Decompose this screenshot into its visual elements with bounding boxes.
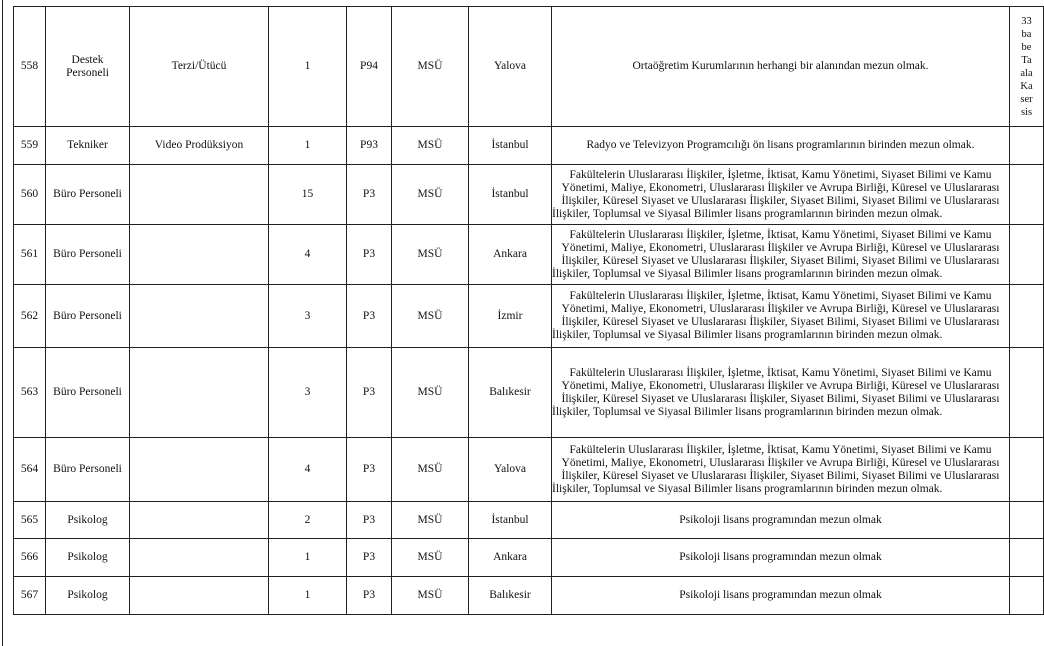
table-row (14, 165, 1044, 225)
note-line: ba (1021, 28, 1032, 40)
note-line: be (1021, 41, 1032, 53)
branch (130, 577, 269, 615)
city: Yalova (469, 7, 552, 127)
city: Ankara (469, 539, 552, 577)
position-count: 1 (269, 577, 347, 615)
requirement-line: Yönetimi, Maliye, Ekonometri, Uluslararası İlişkiler ve Avrupa Birliği, Küresel ve Uluslararası (561, 241, 1000, 254)
requirement (552, 438, 1010, 502)
unit: MSÜ (392, 502, 469, 539)
note-line: Ta (1021, 54, 1032, 66)
requirement: Radyo ve Televizyon Programcılığı ön lisans programlarının birinden mezun olmak. (552, 127, 1010, 165)
requirement: Ortaöğretim Kurumlarının herhangi bir alanından mezun olmak. (552, 7, 1010, 127)
note-cell (1010, 285, 1044, 348)
requirement-line: Fakültelerin Uluslararası İlişkiler, İşletme, İktisat, Kamu Yönetimi, Siyaset Bilimi ve Kamu (569, 228, 992, 241)
position-count: 1 (269, 7, 347, 127)
note-cell (1010, 7, 1044, 127)
note-cell (1010, 225, 1044, 285)
branch (130, 225, 269, 285)
requirement-line: İlişkiler, Küresel Siyaset ve Uluslararası İlişkiler, Siyaset Bilimi, Siyaset Bilimi ve Uluslararası (561, 194, 1000, 207)
city: Balıkesir (469, 348, 552, 438)
branch (130, 438, 269, 502)
qualification-code: P3 (347, 438, 392, 502)
note-line: 33 (1021, 15, 1032, 27)
requirement-line: Yönetimi, Maliye, Ekonometri, Uluslararası İlişkiler ve Avrupa Birliği, Küresel ve Uluslararası (561, 303, 1000, 315)
unit: MSÜ (392, 285, 469, 348)
row-number: 567 (14, 577, 46, 615)
city: Yalova (469, 438, 552, 502)
note-cell (1010, 539, 1044, 577)
qualification-code: P94 (347, 7, 392, 127)
unit: MSÜ (392, 438, 469, 502)
branch: Video Prodüksiyon (130, 127, 269, 165)
position-title: Psikolog (46, 539, 130, 577)
requirement (552, 165, 1010, 225)
note-cell (1010, 502, 1044, 539)
note-cell (1010, 348, 1044, 438)
requirement-line: Yönetimi, Maliye, Ekonometri, Uluslararası İlişkiler ve Avrupa Birliği, Küresel ve Uluslararası (561, 456, 1000, 469)
table-row (14, 577, 1044, 615)
table-row (14, 438, 1044, 502)
unit: MSÜ (392, 7, 469, 127)
position-title: Büro Personeli (46, 438, 130, 502)
city: İstanbul (469, 165, 552, 225)
note-cell (1010, 438, 1044, 502)
row-number: 565 (14, 502, 46, 539)
table-row (14, 502, 1044, 539)
branch (130, 539, 269, 577)
requirement-line: Yönetimi, Maliye, Ekonometri, Uluslararası İlişkiler ve Avrupa Birliği, Küresel ve Uluslararası (561, 379, 1000, 392)
qualification-code: P3 (347, 225, 392, 285)
note-line: ser (1020, 93, 1033, 105)
qualification-code: P3 (347, 502, 392, 539)
qualification-code: P93 (347, 127, 392, 165)
city: İzmir (469, 285, 552, 348)
requirement: Psikoloji lisans programından mezun olmak (552, 502, 1010, 539)
row-number: 566 (14, 539, 46, 577)
requirement-line: Fakültelerin Uluslararası İlişkiler, İşletme, İktisat, Kamu Yönetimi, Siyaset Bilimi ve Kamu (569, 168, 992, 181)
row-number: 558 (14, 7, 46, 127)
branch (130, 348, 269, 438)
requirement-line: Fakültelerin Uluslararası İlişkiler, İşletme, İktisat, Kamu Yönetimi, Siyaset Bilimi ve Kamu (569, 443, 992, 456)
requirement-line: İlişkiler, Küresel Siyaset ve Uluslararası İlişkiler, Siyaset Bilimi, Siyaset Bilimi ve Uluslararası (561, 254, 1000, 267)
position-count: 4 (269, 225, 347, 285)
branch (130, 165, 269, 225)
unit: MSÜ (392, 539, 469, 577)
table-row (14, 285, 1044, 348)
position-count: 3 (269, 285, 347, 348)
requirement-line: Fakültelerin Uluslararası İlişkiler, İşletme, İktisat, Kamu Yönetimi, Siyaset Bilimi ve Kamu (569, 366, 992, 379)
branch (130, 285, 269, 348)
unit: MSÜ (392, 225, 469, 285)
city: Balıkesir (469, 577, 552, 615)
position-title: Psikolog (46, 502, 130, 539)
requirement-line: İlişkiler, Toplumsal ve Siyasal Bilimler lisans programlarının birinden mezun olmak. (552, 329, 943, 341)
note-cell (1010, 165, 1044, 225)
row-number: 562 (14, 285, 46, 348)
requirement-line: İlişkiler, Toplumsal ve Siyasal Bilimler lisans programlarının birinden mezun olmak. (552, 405, 943, 418)
position-count: 4 (269, 438, 347, 502)
note-line: Ka (1020, 80, 1033, 92)
requirement-line: İlişkiler, Küresel Siyaset ve Uluslararası İlişkiler, Siyaset Bilimi, Siyaset Bilimi ve Uluslararası (561, 392, 1000, 405)
table-row (14, 127, 1044, 165)
position-count: 1 (269, 539, 347, 577)
position-title: Tekniker (46, 127, 130, 165)
requirement: Psikoloji lisans programından mezun olmak (552, 577, 1010, 615)
position-title: Büro Personeli (46, 165, 130, 225)
row-number: 559 (14, 127, 46, 165)
city: İstanbul (469, 127, 552, 165)
requirement-line: İlişkiler, Toplumsal ve Siyasal Bilimler lisans programlarının birinden mezun olmak. (552, 207, 943, 220)
note-line: sis (1020, 106, 1033, 118)
city: Ankara (469, 225, 552, 285)
position-count: 3 (269, 348, 347, 438)
unit: MSÜ (392, 165, 469, 225)
position-title: Psikolog (46, 577, 130, 615)
requirement (552, 348, 1010, 438)
row-number: 563 (14, 348, 46, 438)
position-title: Büro Personeli (46, 348, 130, 438)
page-left-border (2, 0, 3, 646)
position-title: Büro Personeli (46, 225, 130, 285)
position-title: Büro Personeli (46, 285, 130, 348)
note-cell (1010, 577, 1044, 615)
qualification-code: P3 (347, 285, 392, 348)
branch: Terzi/Ütücü (130, 7, 269, 127)
qualification-code: P3 (347, 348, 392, 438)
position-count: 1 (269, 127, 347, 165)
position-count: 2 (269, 502, 347, 539)
qualification-code: P3 (347, 165, 392, 225)
unit: MSÜ (392, 127, 469, 165)
positions-table (13, 6, 1044, 615)
requirement-line: İlişkiler, Toplumsal ve Siyasal Bilimler lisans programlarının birinden mezun olmak. (552, 267, 943, 280)
table-row (14, 7, 1044, 127)
requirement-line: İlişkiler, Küresel Siyaset ve Uluslararası İlişkiler, Siyaset Bilimi, Siyaset Bilimi ve Uluslararası (561, 469, 1000, 482)
unit: MSÜ (392, 348, 469, 438)
row-number: 564 (14, 438, 46, 502)
city: İstanbul (469, 502, 552, 539)
table-row (14, 539, 1044, 577)
table-row (14, 225, 1044, 285)
position-count: 15 (269, 165, 347, 225)
requirement-line: Fakültelerin Uluslararası İlişkiler, İşletme, İktisat, Kamu Yönetimi, Siyaset Bilimi ve Kamu (569, 290, 992, 302)
qualification-code: P3 (347, 539, 392, 577)
note-cell (1010, 127, 1044, 165)
table-row (14, 348, 1044, 438)
requirement (552, 285, 1010, 348)
requirement: Psikoloji lisans programından mezun olmak (552, 539, 1010, 577)
note-line: ala (1020, 67, 1033, 79)
row-number: 561 (14, 225, 46, 285)
position-title: Destek Personeli (46, 7, 130, 127)
requirement-line: İlişkiler, Toplumsal ve Siyasal Bilimler lisans programlarının birinden mezun olmak. (552, 482, 943, 495)
requirement-line: İlişkiler, Küresel Siyaset ve Uluslararası İlişkiler, Siyaset Bilimi, Siyaset Bilimi ve Uluslararası (561, 316, 1000, 328)
row-number: 560 (14, 165, 46, 225)
branch (130, 502, 269, 539)
requirement-line: Yönetimi, Maliye, Ekonometri, Uluslararası İlişkiler ve Avrupa Birliği, Küresel ve Uluslararası (561, 181, 1000, 194)
qualification-code: P3 (347, 577, 392, 615)
requirement (552, 225, 1010, 285)
unit: MSÜ (392, 577, 469, 615)
